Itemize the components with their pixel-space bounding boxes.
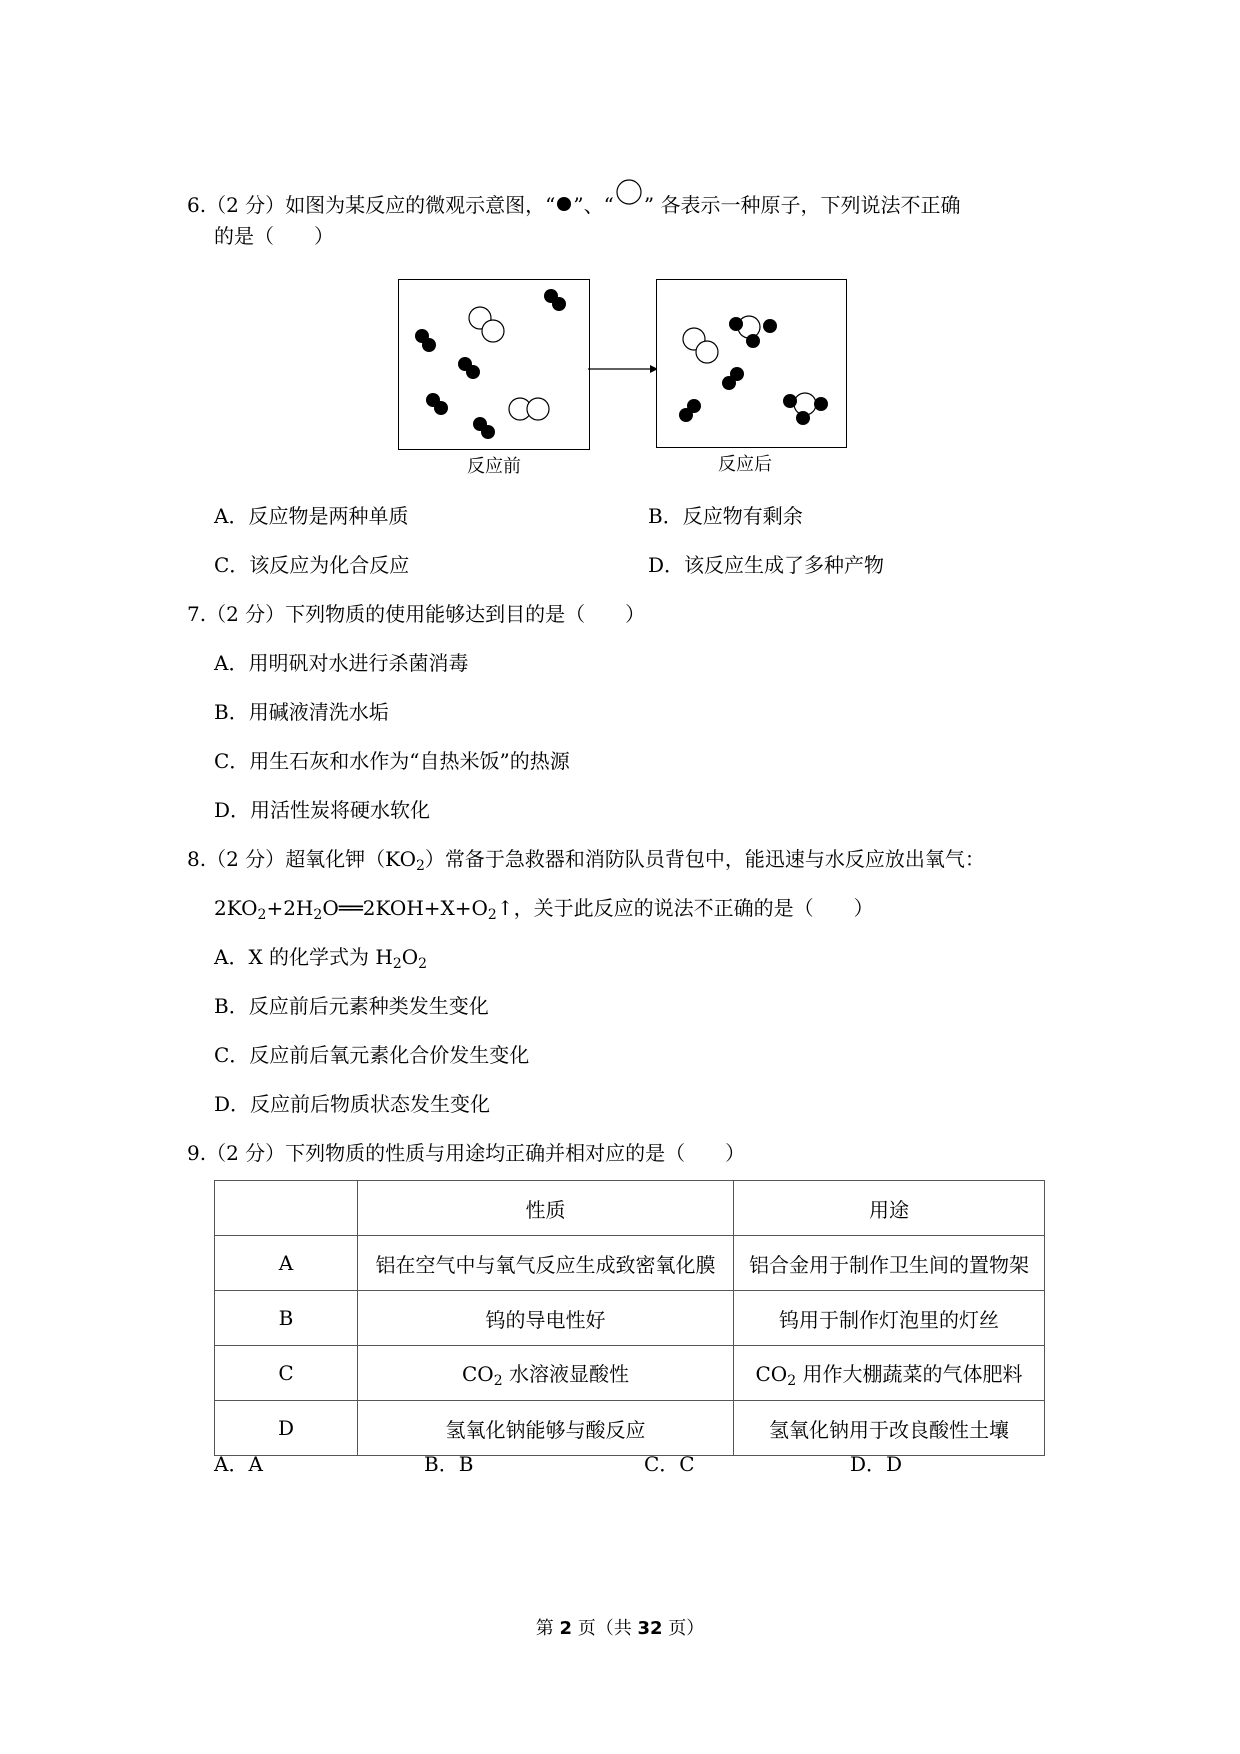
subscript: 2 <box>257 907 267 923</box>
q9-number: 9. <box>187 1141 207 1165</box>
row-label: B <box>215 1291 358 1346</box>
option-text: O <box>401 945 419 969</box>
total-pages: 32 <box>637 1618 663 1639</box>
product-molecule <box>729 316 777 348</box>
white-atom-icon <box>614 178 644 208</box>
subscript: 2 <box>416 858 425 874</box>
molecules-before <box>399 280 589 449</box>
equation-part: 2KO <box>214 896 258 920</box>
q9-stem-text: 下列物质的性质与用途均正确并相对应的是（ ） <box>285 1141 746 1165</box>
q8-equation <box>214 894 874 929</box>
q8-score: （2 分） <box>206 847 286 871</box>
q6-option-a: A．反应物是两种单质 <box>214 504 409 528</box>
white-molecule <box>469 307 504 342</box>
reaction-after-box <box>656 279 847 448</box>
properties-table <box>214 1180 1045 1456</box>
cell-text: 用作大棚蔬菜的气体肥料 <box>802 1361 1023 1386</box>
q7-option-b: B．用碱液清洗水垢 <box>214 700 389 724</box>
label-before: 反应前 <box>467 456 521 477</box>
q8-option-a <box>214 943 427 978</box>
subscript: 2 <box>418 956 428 972</box>
row-use: 钨用于制作灯泡里的灯丝 <box>734 1291 1045 1346</box>
q8-option-b: B．反应前后元素种类发生变化 <box>214 994 489 1018</box>
row-property <box>358 1346 734 1401</box>
black-molecule <box>544 289 566 311</box>
reaction-before-box <box>398 279 590 450</box>
page-footer <box>0 1614 1240 1640</box>
q6-number: 6. <box>187 193 207 217</box>
black-molecule <box>426 393 448 415</box>
row-property: 氢氧化钠能够与酸反应 <box>358 1401 734 1456</box>
page-number: 2 <box>559 1618 572 1639</box>
q7-score: （2 分） <box>206 602 286 626</box>
cell-text: CO <box>462 1361 494 1386</box>
black-molecule <box>473 417 495 439</box>
black-atom-icon <box>555 196 573 214</box>
q6-stem-part-b: ”、“ <box>573 193 614 217</box>
q8-stem-line1 <box>187 845 985 880</box>
q6-stem-line1 <box>187 178 960 219</box>
q6-option-d: D．该反应生成了多种产物 <box>648 553 885 577</box>
white-molecule <box>509 398 549 420</box>
subscript: 2 <box>313 907 323 923</box>
footer-text: 页（共 <box>572 1618 638 1639</box>
row-use: 氢氧化钠用于改良酸性土壤 <box>734 1401 1045 1456</box>
row-property: 钨的导电性好 <box>358 1291 734 1346</box>
table-header-row <box>215 1181 1045 1236</box>
q7-stem <box>187 600 645 628</box>
q9-option-d: D．D <box>850 1452 903 1476</box>
q8-number: 8. <box>187 847 207 871</box>
reaction-arrow-icon <box>588 363 658 375</box>
cell-text: CO <box>755 1361 788 1386</box>
white-molecule <box>683 328 718 363</box>
product-molecule <box>783 393 828 425</box>
row-use: 铝合金用于制作卫生间的置物架 <box>734 1236 1045 1291</box>
subscript: 2 <box>787 1372 797 1389</box>
q6-stem-part-c: ” 各表示一种原子，下列说法不正确 <box>643 193 961 217</box>
q9-stem <box>187 1139 745 1167</box>
q9-option-a: A．A <box>214 1452 263 1476</box>
q6-score: （2 分） <box>206 193 286 217</box>
q8-stem-part-a: 超氧化钾（KO <box>285 847 416 871</box>
table-header-use: 用途 <box>734 1181 1045 1236</box>
row-label: C <box>215 1346 358 1401</box>
row-label: D <box>215 1401 358 1456</box>
subscript: 2 <box>487 907 497 923</box>
equation-part: O══2KOH+X+O <box>322 896 488 920</box>
subscript: 2 <box>392 956 402 972</box>
q8-option-c: C．反应前后氧元素化合价发生变化 <box>214 1043 530 1067</box>
footer-text: 页） <box>662 1618 705 1639</box>
table-header-blank <box>215 1181 358 1236</box>
table-row <box>215 1346 1045 1401</box>
black-molecule <box>679 399 701 422</box>
cell-text: 水溶液显酸性 <box>508 1361 629 1386</box>
footer-text: 第 <box>535 1618 560 1639</box>
molecules-after <box>657 280 846 447</box>
label-after: 反应后 <box>718 454 772 475</box>
q8-stem-part-b: ）常备于急救器和消防队员背包中，能迅速与水反应放出氧气： <box>424 847 985 871</box>
q6-option-c: C．该反应为化合反应 <box>214 553 410 577</box>
equation-part: +2H <box>266 896 314 920</box>
q8-option-d: D．反应前后物质状态发生变化 <box>214 1092 491 1116</box>
black-molecule <box>458 357 480 379</box>
q6-stem-part-a: 如图为某反应的微观示意图，“ <box>285 193 556 217</box>
q9-option-c: C．C <box>644 1452 695 1476</box>
row-property: 铝在空气中与氧气反应生成致密氧化膜 <box>358 1236 734 1291</box>
q6-stem-line2: 的是（ ） <box>214 224 334 248</box>
q9-option-b: B．B <box>424 1452 474 1476</box>
table-row <box>215 1291 1045 1346</box>
table-row <box>215 1236 1045 1291</box>
option-text: A．X 的化学式为 H <box>214 945 393 969</box>
table-row <box>215 1401 1045 1456</box>
row-label: A <box>215 1236 358 1291</box>
black-molecule <box>722 367 744 390</box>
black-molecule <box>415 329 436 352</box>
row-use <box>734 1346 1045 1401</box>
q9-score: （2 分） <box>206 1141 286 1165</box>
q7-option-c: C．用生石灰和水作为“自热米饭”的热源 <box>214 749 570 773</box>
table-header-property: 性质 <box>358 1181 734 1236</box>
subscript: 2 <box>493 1372 503 1389</box>
q7-option-d: D．用活性炭将硬水软化 <box>214 798 431 822</box>
equation-part: ↑，关于此反应的说法不正确的是（ ） <box>496 896 874 920</box>
q7-number: 7. <box>187 602 207 626</box>
q7-stem-text: 下列物质的使用能够达到目的是（ ） <box>285 602 646 626</box>
q6-option-b: B．反应物有剩余 <box>648 504 803 528</box>
q7-option-a: A．用明矾对水进行杀菌消毒 <box>214 651 469 675</box>
